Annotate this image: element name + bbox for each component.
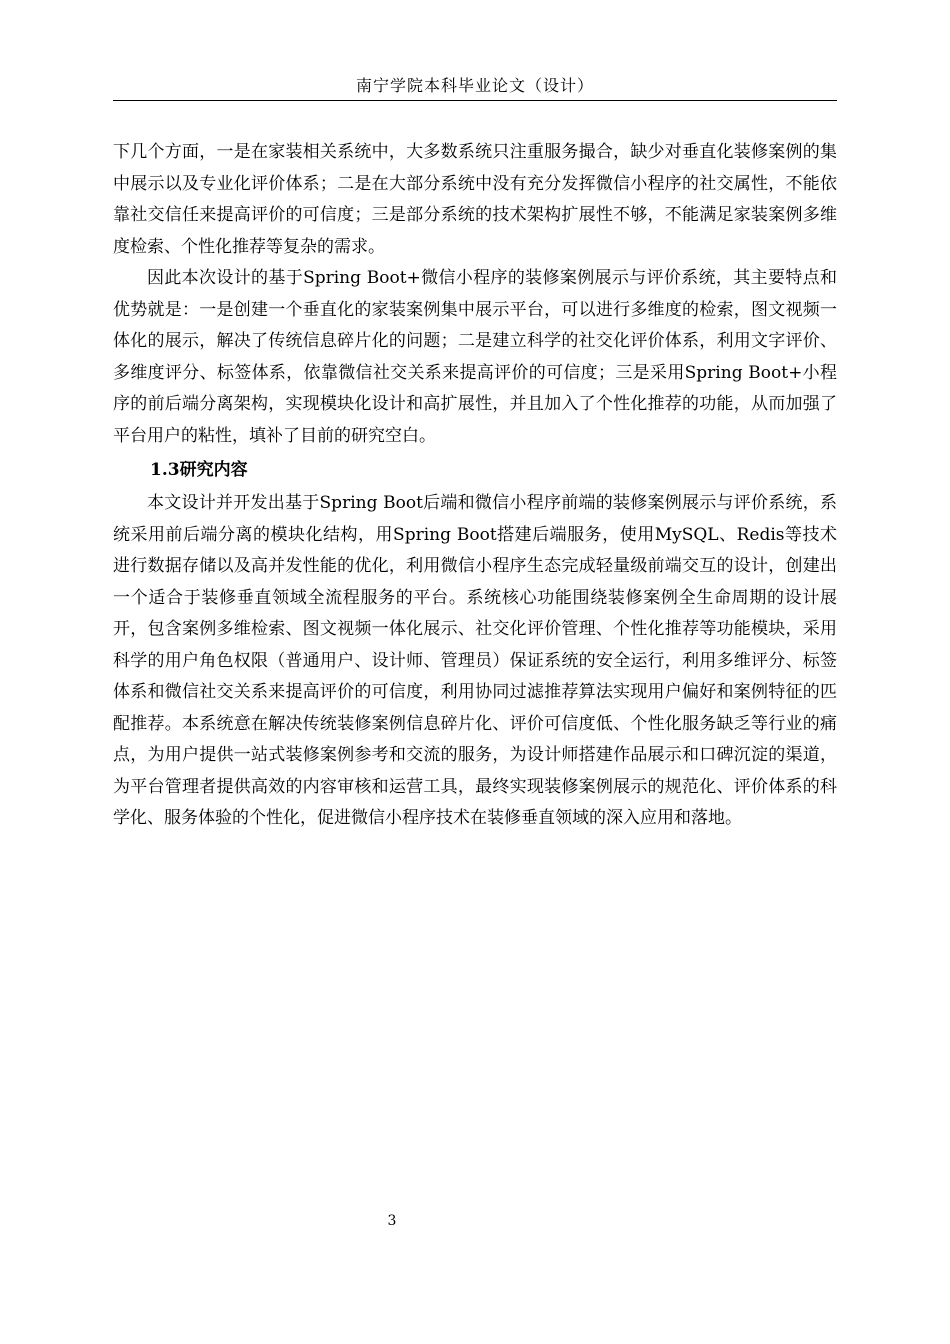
page-header-title: 南宁学院本科毕业论文（设计） — [355, 76, 594, 95]
document-body — [113, 137, 837, 835]
paragraph-research-content: 本文设计并开发出基于Spring Boot后端和微信小程序前端的装修案例展示与评价系统，系统采用前后端分离的模块化结构，用Spring Boot搭建后端服务，使用MySQL、Redis等技术进行数据存储以及高并发性能的优化，利用微信小程序生态完成轻量级前端交互的设计，创建出一个适合于装修垂直领域全流程服务的平台。系统核心功能围绕装修案例全生命周期的设计展开，包含案例多维检索、图文视频一体化展示、社交化评价管理、个性化推荐等功能模块，采用科学的用户角色权限（普通用户、设计师、管理员）保证系统的安全运行，利用多维评分、标签体系和微信社交关系来提高评价的可信度，利用协同过滤推荐算法实现用户偏好和案例特征的匹配推荐。本系统意在解决传统装修案例信息碎片化、评价可信度低、个性化服务缺乏等行业的痛点，为用户提供一站式装修案例参考和交流的服务，为设计师搭建作品展示和口碑沉淀的渠道，为平台管理者提供高效的内容审核和运营工具，最终实现装修案例展示的规范化、评价体系的科学化、服务体验的个性化，促进微信小程序技术在装修垂直领域的深入应用和落地。 — [113, 493, 837, 828]
paragraph-features: 因此本次设计的基于Spring Boot+微信小程序的装修案例展示与评价系统，其主要特点和优势就是：一是创建一个垂直化的家装案例集中展示平台，可以进行多维度的检索，图文视频一体化的展示，解决了传统信息碎片化的问题；二是建立科学的社交化评价体系，利用文字评价、多维度评分、标签体系，依靠微信社交关系来提高评价的可信度；三是采用Spring Boot+小程序的前后端分离架构，实现模块化设计和高扩展性，并且加入了个性化推荐的功能，从而加强了平台用户的粘性，填补了目前的研究空白。 — [113, 268, 837, 446]
header-divider — [113, 100, 837, 101]
page-number: 3 — [387, 1213, 397, 1229]
paragraph-continued: 下几个方面，一是在家装相关系统中，大多数系统只注重服务撮合，缺少对垂直化装修案例的集中展示以及专业化评价体系；二是在大部分系统中没有充分发挥微信小程序的社交属性，不能依靠社交信任来提高评价的可信度；三是部分系统的技术架构扩展性不够，不能满足家装案例多维度检索、个性化推荐等复杂的需求。 — [113, 142, 837, 257]
section-heading: 1.3研究内容 — [150, 460, 248, 480]
